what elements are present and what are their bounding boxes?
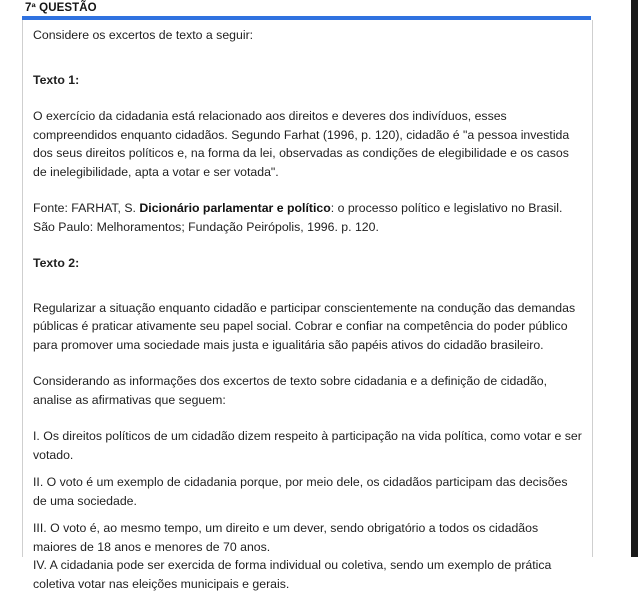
- question-content-box: [22, 20, 593, 591]
- right-scrollbar-gutter[interactable]: [631, 0, 638, 557]
- question-content: [23, 20, 592, 593]
- question-number-label: 7ª QUESTÃO: [25, 2, 97, 14]
- statement-i: I. Os direitos políticos de um cidadão dizem respeito à participação na vida política, como votar e ser votado.: [33, 429, 582, 462]
- spacer: [33, 181, 582, 199]
- source-suffix: : o processo político e legislativo no Brasil. São Paulo: Melhoramentos; Fundação Peirópolis, 1996. p. 120.: [33, 201, 563, 234]
- spacer: [33, 45, 582, 71]
- spacer: [33, 89, 582, 107]
- spacer: [33, 409, 582, 427]
- texto2-body: Regularizar a situação enquanto cidadão e participar conscientemente na condução das demandas públicas é praticar ativamente seu papel social. Cobrar e confiar na competência do poder público para promover uma sociedade mais justa e igualitária são papéis ativos do cidadão brasileiro.: [33, 300, 576, 352]
- intro-text: Considere os excertos de texto a seguir:: [33, 28, 254, 42]
- source-title: Dicionário parlamentar e político: [139, 201, 331, 215]
- statement-iii: III. O voto é, ao mesmo tempo, um direito e um dever, sendo obrigatório a todos os cidadãos maiores de 18 anos e menores de 70 anos.: [33, 521, 539, 554]
- statement-iv: IV. A cidadania pode ser exercida de forma individual ou coletiva, sendo um exemplo de prática coletiva votar nas eleições municipais e gerais.: [33, 558, 552, 591]
- spacer: [33, 273, 582, 299]
- texto1-label: Texto 1:: [33, 72, 80, 87]
- analysis-instruction: Considerando as informações dos excertos de texto sobre cidadania e a definição de cidadão, analise as afirmativas que seguem:: [33, 374, 548, 407]
- question-header: [0, 0, 591, 20]
- spacer: [33, 236, 582, 254]
- spacer: [33, 510, 582, 519]
- texto1-source: [33, 199, 582, 236]
- spacer: [33, 354, 582, 372]
- spacer: [33, 464, 582, 473]
- texto1-body: O exercício da cidadania está relacionado aos direitos e deveres dos indivíduos, esses compreendidos enquanto cidadãos. Segundo Farhat (1996, p. 120), cidadão é "a pessoa investida dos seus direitos políticos e, na forma da lei, observadas as condições de elegibilidade e os casos de inelegibilidade, apta a votar e ser votada".: [33, 109, 570, 179]
- statement-ii: II. O voto é um exemplo de cidadania porque, por meio dele, os cidadãos participam das decisões de uma sociedade.: [33, 475, 568, 508]
- texto2-label: Texto 2:: [33, 256, 80, 270]
- source-prefix: Fonte: FARHAT, S.: [33, 201, 140, 215]
